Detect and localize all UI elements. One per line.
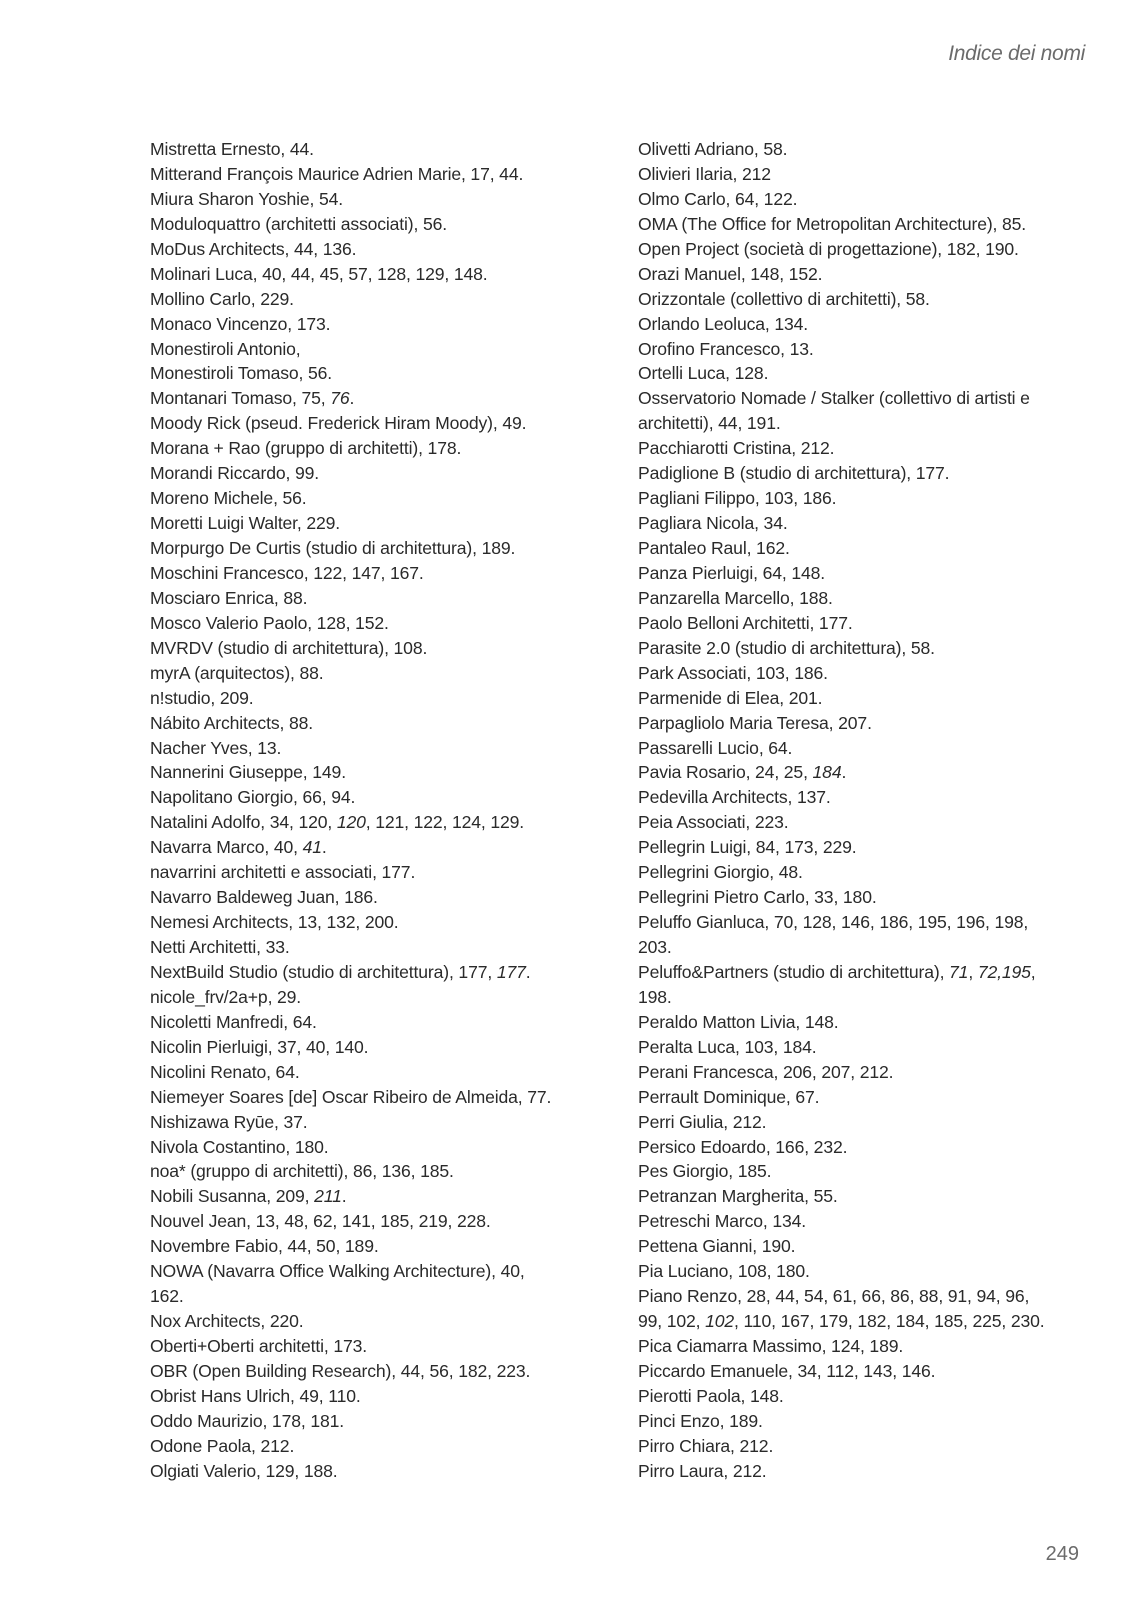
- entry-text: Nouvel Jean, 13, 48, 62, 141, 185, 219, 228.: [150, 1211, 491, 1232]
- page-number: 249: [1045, 1543, 1079, 1565]
- entry-text: Olivetti Adriano, 58.: [638, 139, 788, 159]
- entry-text: .: [349, 388, 355, 409]
- entry-text: Nox Architects, 220.: [150, 1311, 304, 1332]
- italic-page-ref: 120: [336, 812, 366, 833]
- entry-text: Parpagliolo Maria Teresa, 207.: [638, 712, 872, 733]
- entry-text: Nemesi Architects, 13, 132, 200.: [150, 912, 399, 933]
- index-entry: [638, 1334, 1083, 1359]
- italic-page-ref: 71: [949, 961, 969, 982]
- index-entry: [150, 536, 610, 561]
- index-entry: [150, 1135, 610, 1160]
- entry-text: Natalini Adolfo, 34, 120,: [150, 812, 337, 833]
- entry-text: Pes Giorgio, 185.: [638, 1161, 772, 1182]
- index-entry: [638, 910, 1083, 935]
- italic-page-ref: 41: [302, 837, 322, 858]
- entry-text: Mistretta Ernesto, 44.: [150, 139, 314, 159]
- index-entry: [150, 1035, 610, 1060]
- entry-text: Orofino Francesco, 13.: [638, 338, 814, 359]
- entry-text: Pia Luciano, 108, 180.: [638, 1261, 810, 1282]
- entry-text: Monestiroli Tomaso, 56.: [150, 363, 333, 384]
- entry-text: NextBuild Studio (studio di architettura), 177,: [150, 961, 497, 982]
- entry-text: Olivieri Ilaria, 212: [638, 163, 771, 184]
- index-entry: [638, 835, 1083, 860]
- entry-text: Piccardo Emanuele, 34, 112, 143, 146.: [638, 1360, 936, 1381]
- index-entry: [150, 237, 610, 262]
- entry-text: Miura Sharon Yoshie, 54.: [150, 188, 343, 209]
- index-entry: [150, 1359, 610, 1384]
- entry-text: Osservatorio Nomade / Stalker (collettivo di artisti e: [638, 388, 1030, 409]
- entry-text: Orazi Manuel, 148, 152.: [638, 263, 823, 284]
- entry-text: myrA (arquitectos), 88.: [150, 662, 324, 683]
- entry-text: Navarro Baldeweg Juan, 186.: [150, 887, 378, 908]
- entry-text: Pavia Rosario, 24, 25,: [638, 762, 813, 783]
- entry-text: Parmenide di Elea, 201.: [638, 687, 823, 708]
- index-entry: [150, 361, 610, 386]
- index-entry: [150, 411, 610, 436]
- entry-text: MoDus Architects, 44, 136.: [150, 238, 357, 259]
- index-entry: [150, 686, 610, 711]
- index-entry: [638, 1284, 1083, 1309]
- index-entry: [150, 935, 610, 960]
- entry-text: 99, 102,: [638, 1311, 706, 1332]
- entry-text: Pellegrini Giorgio, 48.: [638, 862, 803, 883]
- index-entry: [150, 1459, 610, 1484]
- entry-text: Park Associati, 103, 186.: [638, 662, 828, 683]
- index-entry: [638, 511, 1083, 536]
- entry-text: Nicolini Renato, 64.: [150, 1061, 300, 1082]
- entry-text: n!studio, 209.: [150, 687, 254, 708]
- entry-text: Napolitano Giorgio, 66, 94.: [150, 787, 356, 808]
- entry-text: Perani Francesca, 206, 207, 212.: [638, 1061, 894, 1082]
- index-entry: [638, 1010, 1083, 1035]
- entry-text: .: [841, 762, 847, 783]
- index-entry: [150, 611, 610, 636]
- entry-text: NOWA (Navarra Office Walking Architecture), 40,: [150, 1261, 525, 1282]
- entry-text: .: [321, 837, 327, 858]
- entry-text: Ortelli Luca, 128.: [638, 363, 769, 384]
- index-entry: [150, 461, 610, 486]
- index-entry: [638, 312, 1083, 337]
- index-entry: [150, 760, 610, 785]
- entry-text: Pica Ciamarra Massimo, 124, 189.: [638, 1336, 904, 1356]
- entry-text: Peraldo Matton Livia, 148.: [638, 1011, 839, 1032]
- entry-text: Peluffo&Partners (studio di architettura),: [638, 961, 950, 982]
- index-entry: [150, 486, 610, 511]
- entry-text: Pinci Enzo, 189.: [638, 1410, 763, 1431]
- entry-text: Molinari Luca, 40, 44, 45, 57, 128, 129, 148.: [150, 263, 488, 284]
- entry-text: Mitterand François Maurice Adrien Marie, 17, 44.: [150, 163, 524, 184]
- index-entry: [150, 212, 610, 237]
- entry-text: Pirro Chiara, 212.: [638, 1435, 774, 1456]
- index-entry: [638, 262, 1083, 287]
- entry-text: .: [525, 961, 531, 982]
- index-entry: [150, 1010, 610, 1035]
- index-entry: [638, 885, 1083, 910]
- index-entry: [638, 1434, 1083, 1459]
- index-entry: [150, 436, 610, 461]
- index-entry: [638, 1409, 1083, 1434]
- entry-text: Pantaleo Raul, 162.: [638, 538, 790, 558]
- index-entry: [150, 1334, 610, 1359]
- entry-text: Monaco Vincenzo, 173.: [150, 313, 331, 334]
- index-entry: [150, 1060, 610, 1085]
- index-entry: [150, 262, 610, 287]
- entry-text: ,: [968, 961, 978, 982]
- index-column-right: [638, 137, 1083, 1484]
- entry-text: Parasite 2.0 (studio di architettura), 58.: [638, 637, 935, 658]
- index-entry: [150, 1110, 610, 1135]
- entry-text: 203.: [638, 937, 672, 957]
- entry-text: Moreno Michele, 56.: [150, 488, 307, 509]
- index-entry: [638, 711, 1083, 736]
- entry-text: Nábito Architects, 88.: [150, 712, 313, 733]
- entry-text: 162.: [150, 1286, 184, 1307]
- index-entry: [638, 1035, 1083, 1060]
- entry-text: Pagliara Nicola, 34.: [638, 513, 788, 534]
- entry-text: Petranzan Margherita, 55.: [638, 1186, 838, 1207]
- entry-text: Peralta Luca, 103, 184.: [638, 1036, 817, 1057]
- entry-text: Mosco Valerio Paolo, 128, 152.: [150, 612, 389, 633]
- entry-text: Pagliani Filippo, 103, 186.: [638, 488, 837, 509]
- index-entry: [150, 885, 610, 910]
- entry-text: Olmo Carlo, 64, 122.: [638, 188, 798, 209]
- entry-text: Moschini Francesco, 122, 147, 167.: [150, 562, 424, 583]
- entry-text: Novembre Fabio, 44, 50, 189.: [150, 1236, 379, 1257]
- entry-text: Moody Rick (pseud. Frederick Hiram Moody), 49.: [150, 413, 527, 434]
- italic-page-ref: 177: [496, 961, 526, 982]
- entry-text: Passarelli Lucio, 64.: [638, 737, 793, 758]
- entry-text: Petreschi Marco, 134.: [638, 1211, 806, 1232]
- index-entry: [638, 212, 1083, 237]
- index-entry: [150, 1409, 610, 1434]
- index-entry: [150, 561, 610, 586]
- running-header: Indice dei nomi: [948, 42, 1085, 65]
- index-entry: [638, 187, 1083, 212]
- index-entry: [150, 1159, 610, 1184]
- index-entry: [150, 960, 610, 985]
- entry-text: Niemeyer Soares [de] Oscar Ribeiro de Almeida, 77.: [150, 1086, 552, 1107]
- entry-text: Pacchiarotti Cristina, 212.: [638, 438, 835, 459]
- index-entry: [638, 1060, 1083, 1085]
- index-entry: [638, 436, 1083, 461]
- entry-text: Perri Giulia, 212.: [638, 1111, 767, 1132]
- index-entry: [150, 636, 610, 661]
- index-entry: [150, 1184, 610, 1209]
- index-entry: [150, 287, 610, 312]
- index-entry: [638, 1234, 1083, 1259]
- index-entry: [150, 985, 610, 1010]
- index-entry: [638, 1309, 1083, 1334]
- entry-text: noa* (gruppo di architetti), 86, 136, 185.: [150, 1161, 454, 1182]
- entry-text: Navarra Marco, 40,: [150, 837, 303, 858]
- entry-text: Orizzontale (collettivo di architetti), 58.: [638, 288, 930, 309]
- index-entry: [638, 287, 1083, 312]
- entry-text: Pellegrin Luigi, 84, 173, 229.: [638, 837, 857, 858]
- index-entry: [638, 985, 1083, 1010]
- entry-text: Moretti Luigi Walter, 229.: [150, 513, 341, 534]
- entry-text: Netti Architetti, 33.: [150, 937, 290, 957]
- entry-text: Pellegrini Pietro Carlo, 33, 180.: [638, 887, 877, 908]
- index-entry: [638, 386, 1083, 411]
- entry-text: navarrini architetti e associati, 177.: [150, 862, 416, 883]
- entry-text: OMA (The Office for Metropolitan Architecture), 85.: [638, 213, 1027, 234]
- index-entry: [150, 511, 610, 536]
- index-entry: [150, 1384, 610, 1409]
- entry-text: Mosciaro Enrica, 88.: [150, 587, 308, 608]
- index-entry: [638, 661, 1083, 686]
- index-entry: [150, 835, 610, 860]
- index-entry: [638, 461, 1083, 486]
- index-entry: [638, 1184, 1083, 1209]
- index-entry: [638, 686, 1083, 711]
- index-entry: [150, 785, 610, 810]
- entry-text: Panza Pierluigi, 64, 148.: [638, 562, 825, 583]
- entry-text: Peluffo Gianluca, 70, 128, 146, 186, 195, 196, 198,: [638, 912, 1029, 933]
- index-entry: [638, 586, 1083, 611]
- entry-text: nicole_frv/2a+p, 29.: [150, 986, 302, 1007]
- entry-text: ,: [1030, 961, 1036, 982]
- index-entry: [638, 1135, 1083, 1160]
- entry-text: Pedevilla Architects, 137.: [638, 787, 831, 808]
- index-entry: [638, 1359, 1083, 1384]
- index-entry: [638, 411, 1083, 436]
- entry-text: Padiglione B (studio di architettura), 177.: [638, 463, 950, 484]
- index-entry: [150, 1259, 610, 1284]
- index-entry: [638, 760, 1083, 785]
- entry-text: , 110, 167, 179, 182, 184, 185, 225, 230.: [734, 1311, 1045, 1332]
- index-column-left: [150, 137, 610, 1484]
- index-entry: [638, 237, 1083, 262]
- entry-text: Oberti+Oberti architetti, 173.: [150, 1336, 367, 1356]
- index-entry: [638, 935, 1083, 960]
- entry-text: Perrault Dominique, 67.: [638, 1086, 820, 1107]
- index-entry: [150, 860, 610, 885]
- index-entry: [150, 1209, 610, 1234]
- index-entry: [638, 1459, 1083, 1484]
- index-entry: [638, 486, 1083, 511]
- index-entry: [638, 137, 1083, 162]
- index-entry: [150, 810, 610, 835]
- entry-text: Odone Paola, 212.: [150, 1435, 295, 1456]
- index-entry: [150, 337, 610, 362]
- index-entry: [150, 1234, 610, 1259]
- entry-text: Paolo Belloni Architetti, 177.: [638, 612, 853, 633]
- index-entry: [150, 711, 610, 736]
- entry-text: Monestiroli Antonio,: [150, 338, 301, 359]
- entry-text: Nacher Yves, 13.: [150, 737, 282, 758]
- entry-text: Nannerini Giuseppe, 149.: [150, 762, 346, 783]
- index-entry: [638, 1110, 1083, 1135]
- entry-text: Pirro Laura, 212.: [638, 1460, 767, 1481]
- italic-page-ref: 184: [812, 762, 842, 783]
- entry-text: MVRDV (studio di architettura), 108.: [150, 637, 428, 658]
- entry-text: 198.: [638, 986, 672, 1007]
- entry-text: architetti), 44, 191.: [638, 413, 781, 434]
- entry-text: Morana + Rao (gruppo di architetti), 178.: [150, 438, 462, 459]
- index-entry: [638, 536, 1083, 561]
- italic-page-ref: 211: [314, 1186, 342, 1207]
- entry-text: Moduloquattro (architetti associati), 56.: [150, 213, 447, 234]
- entry-text: Persico Edoardo, 166, 232.: [638, 1136, 848, 1157]
- entry-text: OBR (Open Building Research), 44, 56, 182, 223.: [150, 1360, 531, 1381]
- entry-text: Nivola Costantino, 180.: [150, 1136, 329, 1157]
- index-entry: [638, 1209, 1083, 1234]
- index-entry: [150, 1309, 610, 1334]
- index-entry: [638, 162, 1083, 187]
- index-entry: [150, 910, 610, 935]
- index-entry: [638, 736, 1083, 761]
- index-entry: [150, 1085, 610, 1110]
- entry-text: Morandi Riccardo, 99.: [150, 463, 319, 484]
- index-entry: [638, 1159, 1083, 1184]
- index-entry: [150, 661, 610, 686]
- index-entry: [150, 1434, 610, 1459]
- index-entry: [638, 561, 1083, 586]
- entry-text: Olgiati Valerio, 129, 188.: [150, 1460, 338, 1481]
- index-entry: [638, 785, 1083, 810]
- entry-text: Nicolin Pierluigi, 37, 40, 140.: [150, 1036, 369, 1057]
- index-entry: [638, 960, 1083, 985]
- entry-text: Montanari Tomaso, 75,: [150, 388, 331, 409]
- entry-text: Panzarella Marcello, 188.: [638, 587, 833, 608]
- index-entry: [638, 860, 1083, 885]
- index-entry: [150, 386, 610, 411]
- index-entry: [638, 337, 1083, 362]
- entry-text: Peia Associati, 223.: [638, 812, 789, 833]
- index-entry: [150, 312, 610, 337]
- entry-text: Mollino Carlo, 229.: [150, 288, 294, 309]
- entry-text: , 121, 122, 124, 129.: [365, 812, 525, 833]
- index-entry: [638, 1384, 1083, 1409]
- index-entry: [150, 586, 610, 611]
- entry-text: Nishizawa Ryūe, 37.: [150, 1111, 308, 1132]
- entry-text: Obrist Hans Ulrich, 49, 110.: [150, 1385, 361, 1406]
- index-entry: [638, 611, 1083, 636]
- italic-page-ref: 76: [330, 388, 350, 409]
- index-entry: [638, 1259, 1083, 1284]
- italic-page-ref: 72,195: [977, 961, 1031, 982]
- index-entry: [638, 810, 1083, 835]
- entry-text: Oddo Maurizio, 178, 181.: [150, 1410, 344, 1431]
- index-entry: [150, 137, 610, 162]
- entry-text: Piano Renzo, 28, 44, 54, 61, 66, 86, 88, 91, 94, 96,: [638, 1286, 1030, 1307]
- entry-text: Open Project (società di progettazione), 182, 190.: [638, 238, 1019, 259]
- entry-text: Pettena Gianni, 190.: [638, 1236, 796, 1257]
- index-entry: [150, 1284, 610, 1309]
- index-entry: [150, 187, 610, 212]
- entry-text: .: [341, 1186, 347, 1207]
- italic-page-ref: 102: [705, 1311, 735, 1332]
- index-entry: [638, 636, 1083, 661]
- entry-text: Pierotti Paola, 148.: [638, 1385, 784, 1406]
- entry-text: Orlando Leoluca, 134.: [638, 313, 808, 334]
- index-entry: [150, 736, 610, 761]
- entry-text: Morpurgo De Curtis (studio di architettura), 189.: [150, 538, 516, 558]
- entry-text: Nobili Susanna, 209,: [150, 1186, 315, 1207]
- entry-text: Nicoletti Manfredi, 64.: [150, 1011, 317, 1032]
- index-entry: [150, 162, 610, 187]
- index-entry: [638, 1085, 1083, 1110]
- index-entry: [638, 361, 1083, 386]
